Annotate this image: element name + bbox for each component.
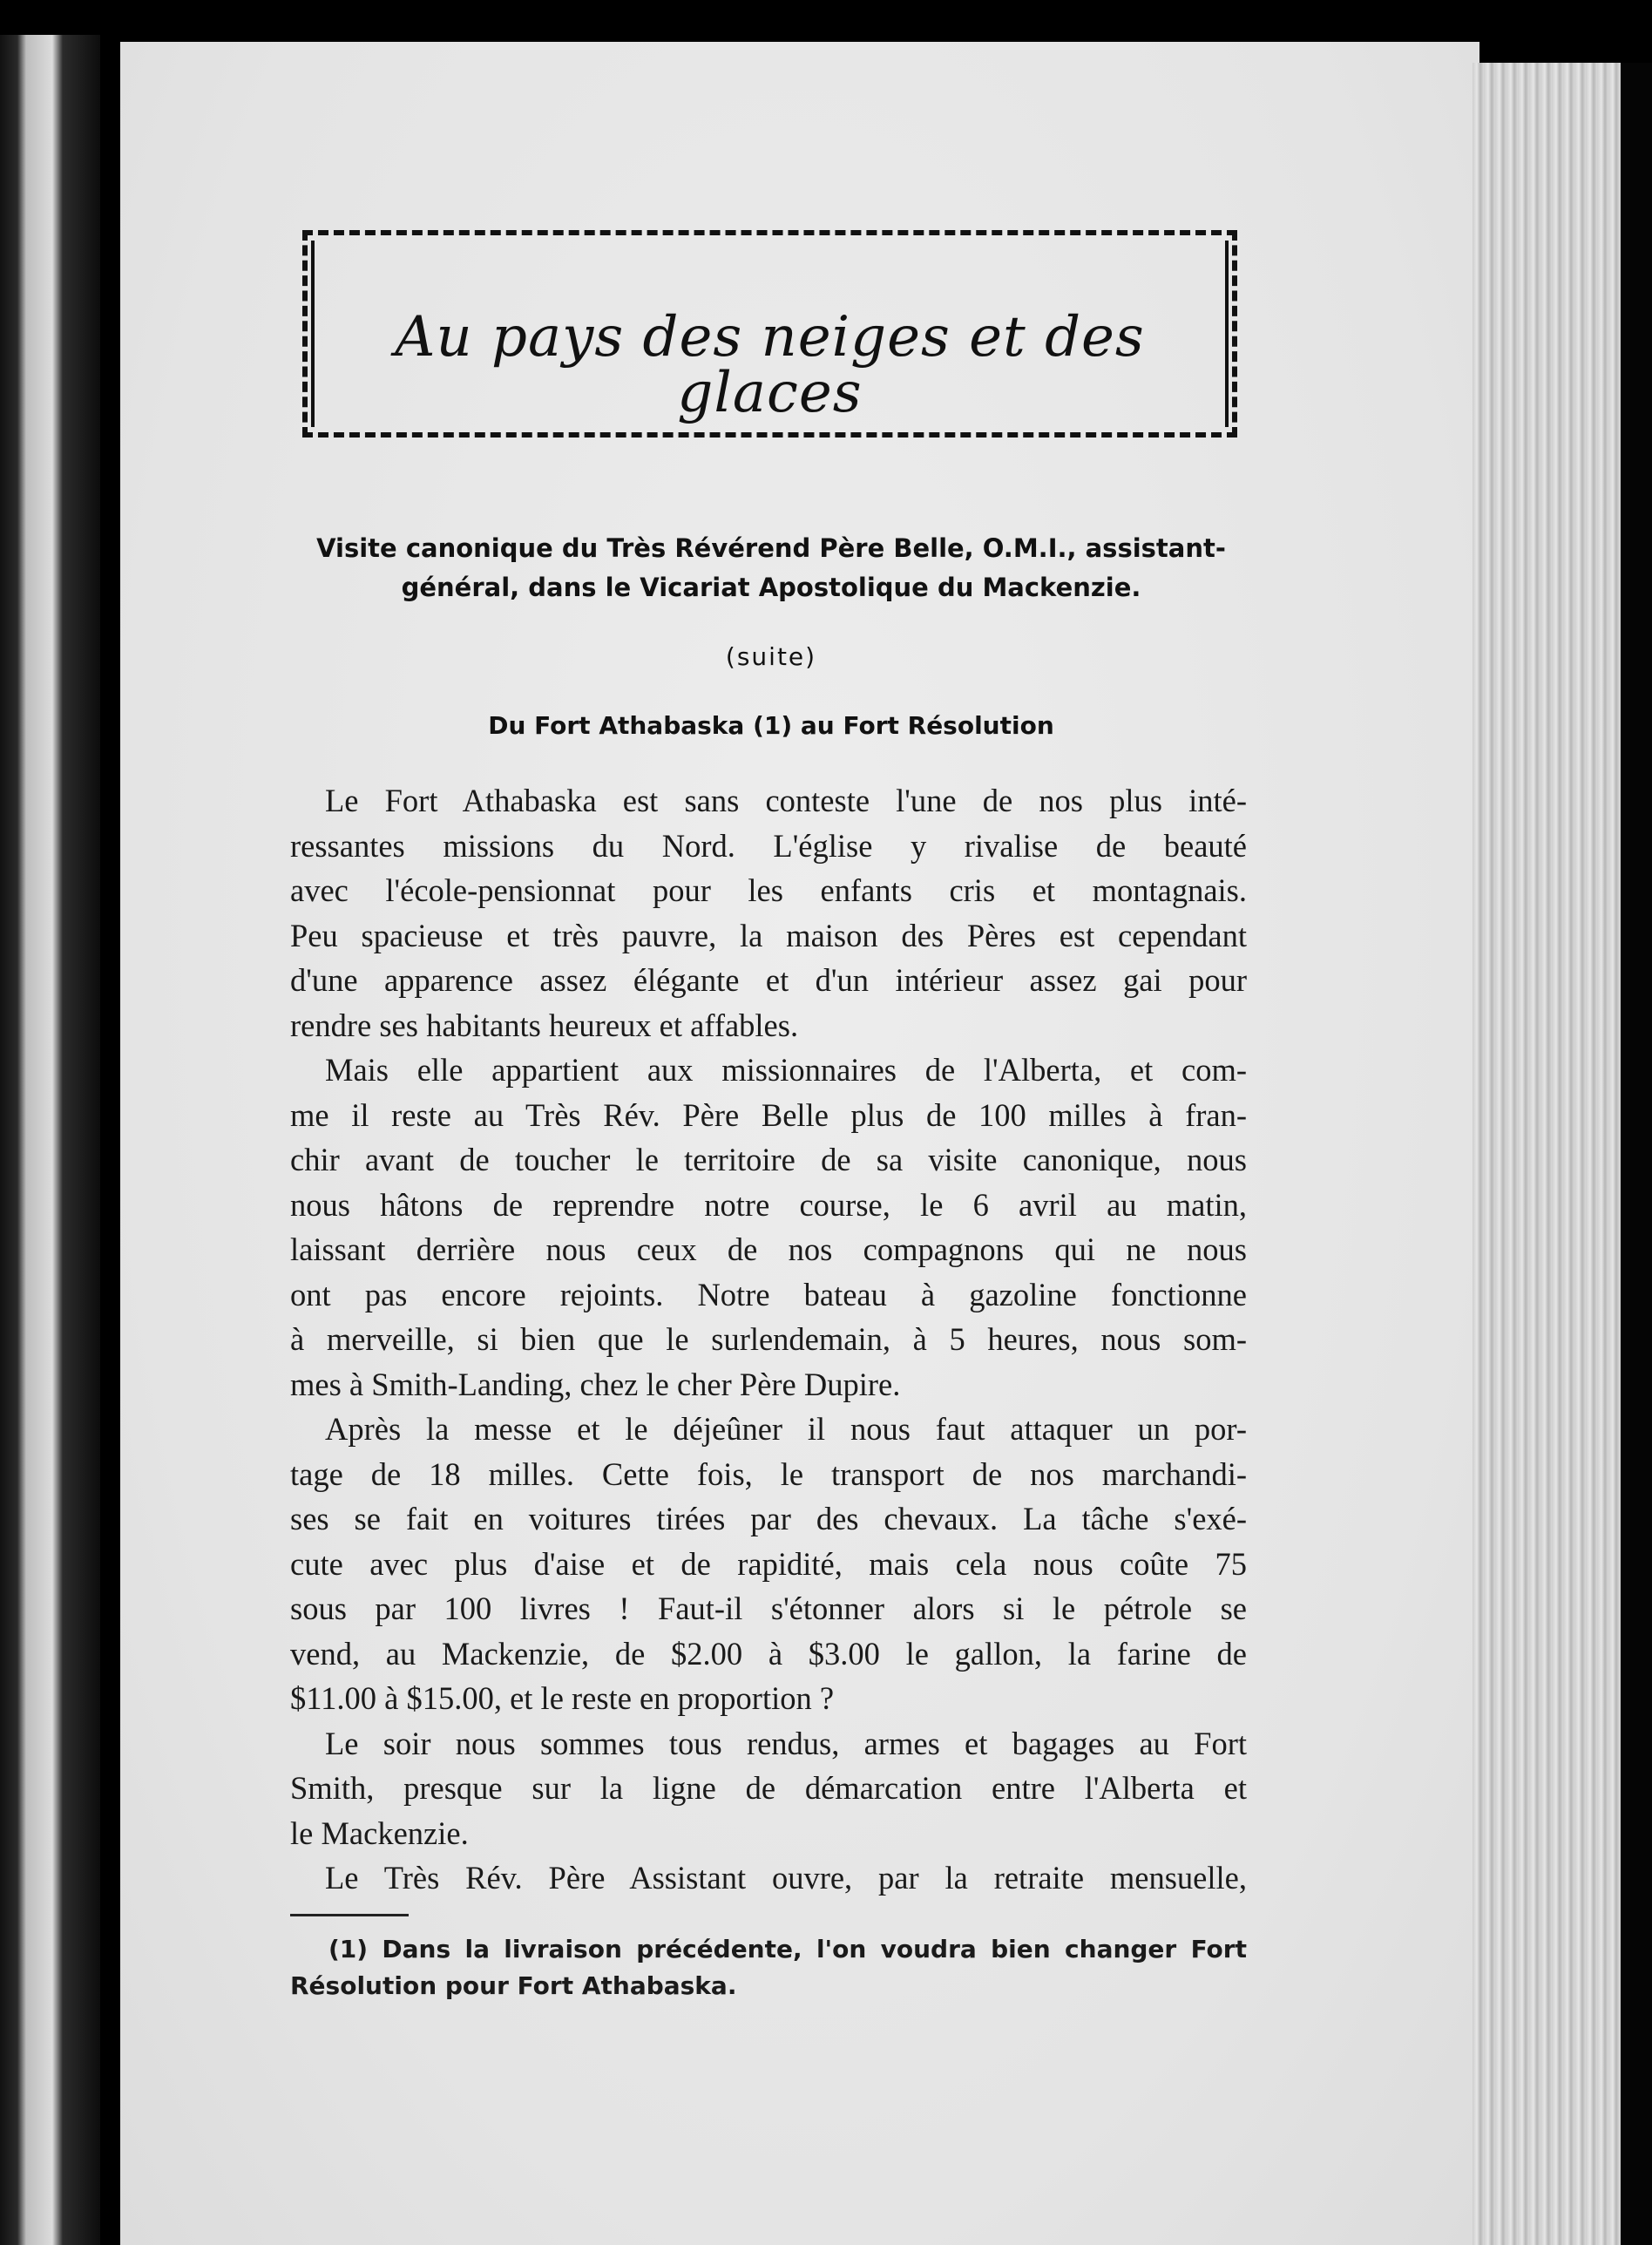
text-line: rendre ses habitants heureux et affables. — [290, 1007, 799, 1043]
paragraph-5 — [290, 1855, 1247, 1901]
page-title: Au pays des neiges et des glaces — [395, 305, 1145, 425]
text-line: me il reste au Très Rév. Père Belle plus de 100 milles à fran- — [290, 1096, 1247, 1133]
subtitle — [296, 529, 1246, 607]
text-line: Après la messe et le déjeûner il nous faut attaquer un por- — [325, 1411, 1247, 1447]
page-stack-shadow — [1621, 63, 1652, 2245]
text-line: sous par 100 livres ! Faut-il s'étonner alors si le pétrole se — [290, 1590, 1247, 1626]
text-line: nous hâtons de reprendre notre course, le 6 avril au matin, — [290, 1186, 1247, 1223]
text-line: Smith, presque sur la ligne de démarcation entre l'Alberta et — [290, 1770, 1247, 1806]
paragraph-2 — [290, 1048, 1247, 1407]
body-text — [290, 778, 1247, 1901]
paragraph-1 — [290, 778, 1247, 1048]
page-stack-edge — [1473, 63, 1621, 2245]
text-line: le Mackenzie. — [290, 1814, 469, 1851]
text-line: chir avant de toucher le territoire de sa visite canonique, nous — [290, 1142, 1247, 1177]
text-line: Le Fort Athabaska est sans conteste l'une de nos plus inté- — [325, 783, 1247, 818]
text-line: avec l'école-pensionnat pour les enfants cris et montagnais. — [290, 872, 1247, 908]
text-line: Mais elle appartient aux missionnaires de l'Alberta, et com- — [325, 1052, 1247, 1088]
subtitle-line-1: Visite canonique du Très Révérend Père Belle, O.M.I., assistant- — [316, 533, 1226, 563]
paragraph-4 — [290, 1721, 1247, 1856]
footnote — [290, 1931, 1247, 2004]
paragraph-3 — [290, 1407, 1247, 1721]
text-line: cute avec plus d'aise et de rapidité, mais cela nous coûte 75 — [290, 1545, 1247, 1582]
text-line: laissant derrière nous ceux de nos compagnons qui ne nous — [290, 1231, 1247, 1267]
text-line: Le Très Rév. Père Assistant ouvre, par la retraite mensuelle, — [325, 1860, 1247, 1896]
text-line: ses se fait en voitures tirées par des chevaux. La tâche s'exé- — [290, 1501, 1247, 1536]
section-heading: Du Fort Athabaska (1) au Fort Résolution — [488, 711, 1054, 740]
title-box — [302, 230, 1237, 437]
footnote-rule — [290, 1914, 409, 1916]
suite-label: (suite) — [725, 642, 817, 671]
book-left-edge — [0, 35, 100, 2245]
text-line: à merveille, si bien que le surlendemain, à 5 heures, nous som- — [290, 1321, 1247, 1357]
subtitle-line-2: général, dans le Vicariat Apostolique du Mackenzie. — [401, 573, 1141, 602]
text-line: mes à Smith-Landing, chez le cher Père Dupire. — [290, 1366, 901, 1402]
text-line: ressantes missions du Nord. L'église y rivalise de beauté — [290, 827, 1247, 864]
text-line: d'une apparence assez élégante et d'un intérieur assez gai pour — [290, 962, 1247, 998]
text-line: Peu spacieuse et très pauvre, la maison des Pères est cependant — [290, 917, 1247, 953]
text-line: vend, au Mackenzie, de $2.00 à $3.00 le gallon, la farine de — [290, 1635, 1247, 1672]
text-line: $11.00 à $15.00, et le reste en proportion ? — [290, 1680, 835, 1716]
text-line: Le soir nous sommes tous rendus, armes et bagages au Fort — [325, 1725, 1247, 1761]
footnote-line-2: Résolution pour Fort Athabaska. — [290, 1971, 737, 2000]
text-line: tage de 18 milles. Cette fois, le transport de nos marchandi- — [290, 1455, 1247, 1492]
text-line: ont pas encore rejoints. Notre bateau à gazoline fonctionne — [290, 1276, 1247, 1312]
footnote-line-1: (1) Dans la livraison précédente, l'on voudra bien changer Fort — [328, 1935, 1247, 1964]
